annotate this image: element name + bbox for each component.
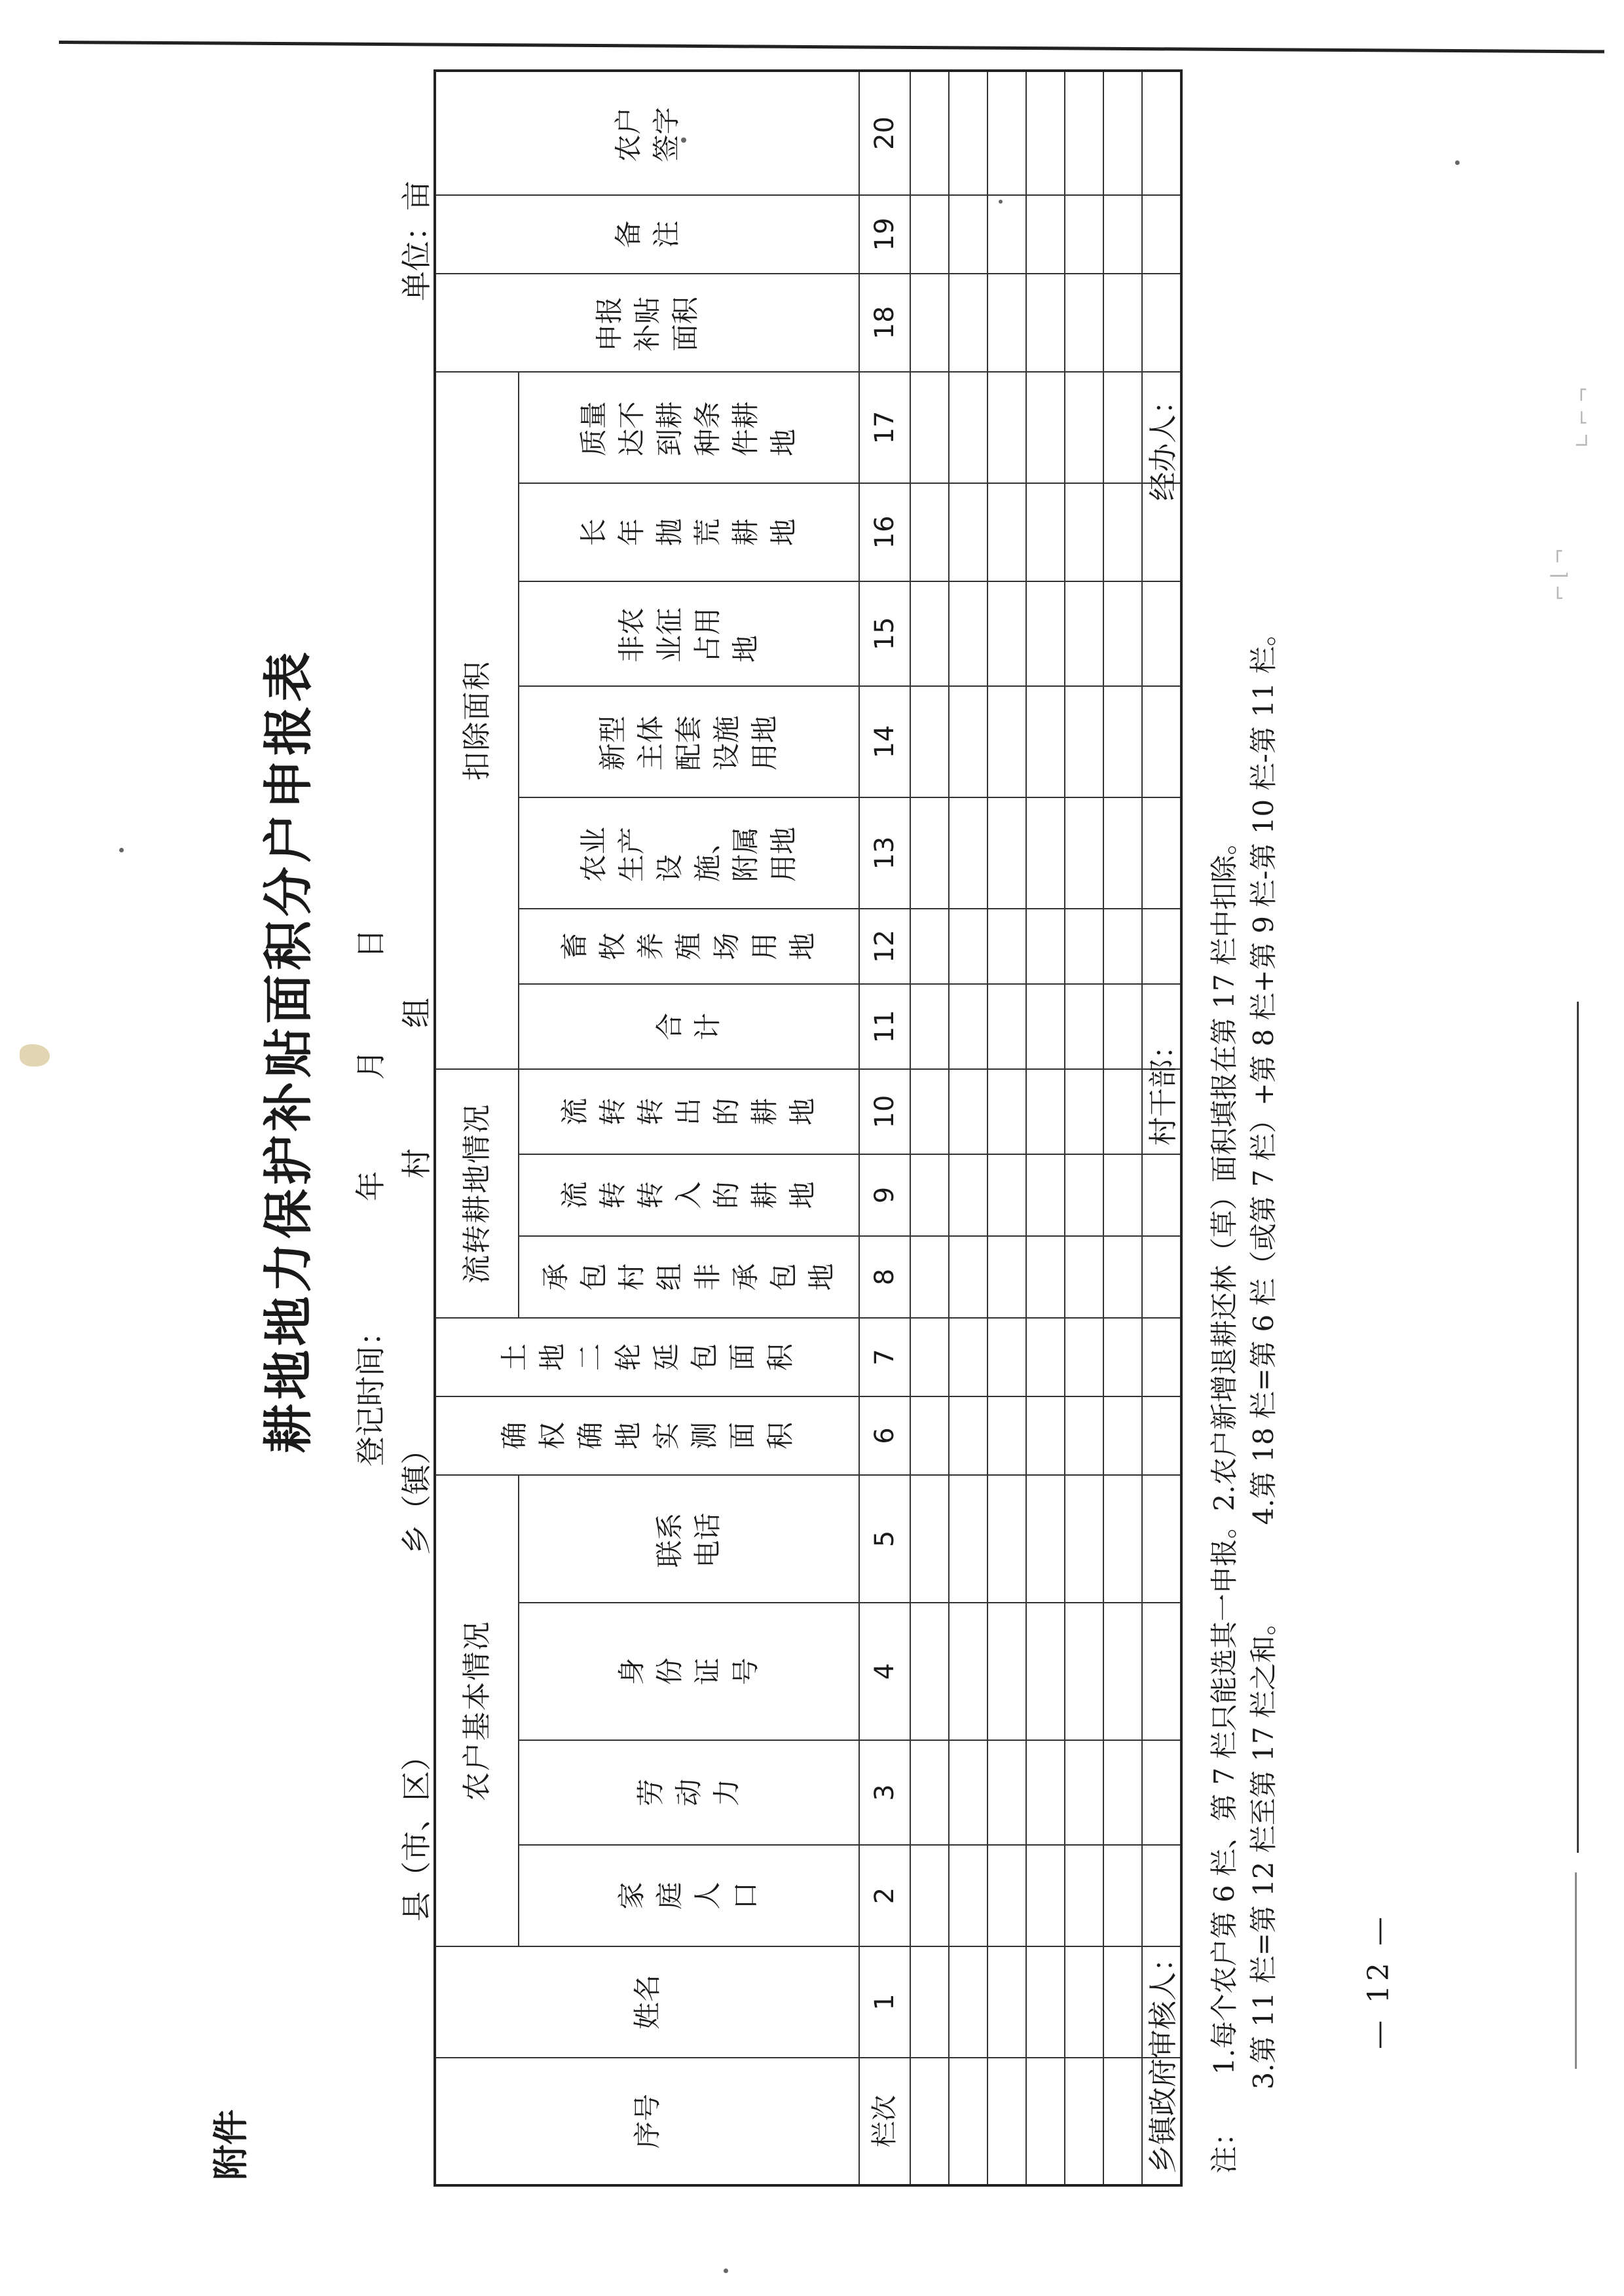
blank-entry-cell[interactable] — [1026, 1069, 1065, 1154]
blank-entry-cell[interactable] — [1065, 372, 1103, 483]
blank-entry-cell[interactable] — [1065, 1740, 1103, 1845]
col-header-abandoned: 长年抛荒耕地 — [519, 483, 859, 581]
blank-entry-cell[interactable] — [949, 1475, 987, 1603]
column-number-cell: 18 — [859, 274, 910, 372]
rotated-form-sheet — [151, 107, 1578, 2187]
blank-entry-cell[interactable] — [1026, 1154, 1065, 1236]
blank-entry-cell[interactable] — [987, 1603, 1026, 1740]
blank-entry-cell[interactable] — [949, 2058, 987, 2185]
blank-entry-cell[interactable] — [1065, 1946, 1103, 2058]
table-row — [1103, 71, 1142, 2185]
column-number-cell: 16 — [859, 483, 910, 581]
blank-entry-cell[interactable] — [987, 1845, 1026, 1946]
registration-time — [347, 928, 390, 1467]
blank-entry-cell[interactable] — [910, 1603, 949, 1740]
blank-entry-cell[interactable] — [910, 274, 949, 372]
scan-speck — [724, 2269, 728, 2273]
column-number-cell: 19 — [859, 195, 910, 274]
blank-entry-cell[interactable] — [1065, 1318, 1103, 1396]
blank-entry-cell[interactable] — [910, 797, 949, 909]
blank-entry-cell[interactable] — [910, 1946, 949, 2058]
blank-entry-cell[interactable] — [1103, 1603, 1142, 1740]
column-number-cell: 13 — [859, 797, 910, 909]
blank-entry-cell[interactable] — [1065, 1475, 1103, 1603]
column-number-cell: 10 — [859, 1069, 910, 1154]
village-cadre-label: 村干部： — [1147, 1030, 1180, 1146]
blank-entry-cell[interactable] — [1103, 1154, 1142, 1236]
village-label: 村 — [399, 1148, 434, 1178]
blank-entry-cell[interactable] — [1065, 797, 1103, 909]
col-header-remark: 备注 — [435, 195, 859, 274]
col-header-seq: 序号 — [435, 2058, 859, 2185]
page-number: — 12 — — [1362, 1913, 1395, 2049]
blank-entry-cell[interactable] — [949, 1154, 987, 1236]
blank-entry-cell[interactable] — [1065, 686, 1103, 797]
blank-entry-cell[interactable] — [987, 1946, 1026, 2058]
blank-entry-cell[interactable] — [910, 2058, 949, 2185]
column-number-cell: 5 — [859, 1475, 910, 1603]
blank-entry-cell[interactable] — [987, 581, 1026, 686]
blank-entry-cell[interactable] — [1026, 1845, 1065, 1946]
blank-entry-cell[interactable] — [949, 1603, 987, 1740]
blank-entry-cell[interactable] — [1142, 1396, 1181, 1475]
col-header-apply-area: 申报补贴面积 — [435, 274, 859, 372]
blank-entry-cell[interactable] — [949, 797, 987, 909]
column-number-cell: 9 — [859, 1154, 910, 1236]
row-label: 栏次 — [859, 2058, 910, 2185]
blank-entry-cell[interactable] — [1026, 483, 1065, 581]
blank-entry-cell[interactable] — [910, 1475, 949, 1603]
col-header-quality: 质量达不到耕种条件耕地 — [519, 372, 859, 483]
blank-entry-cell[interactable] — [1065, 274, 1103, 372]
blank-entry-cell[interactable] — [1142, 1475, 1181, 1603]
blank-entry-cell[interactable] — [987, 1069, 1026, 1154]
blank-entry-cell[interactable] — [949, 581, 987, 686]
blank-entry-cell[interactable] — [910, 909, 949, 984]
blank-entry-cell[interactable] — [1026, 686, 1065, 797]
blank-entry-cell[interactable] — [910, 1154, 949, 1236]
blank-entry-cell[interactable] — [910, 71, 949, 195]
blank-entry-cell[interactable] — [1103, 2058, 1142, 2185]
notes-line-1 — [1205, 619, 1244, 2174]
blank-entry-cell[interactable] — [1142, 909, 1181, 984]
blank-entry-cell[interactable] — [987, 797, 1026, 909]
blank-entry-cell[interactable] — [1065, 581, 1103, 686]
blank-entry-cell[interactable] — [949, 1069, 987, 1154]
blank-entry-cell[interactable] — [1103, 1845, 1142, 1946]
column-number-cell: 6 — [859, 1396, 910, 1475]
column-number-cell: 15 — [859, 581, 910, 686]
blank-entry-cell[interactable] — [987, 1396, 1026, 1475]
blank-entry-cell[interactable] — [1026, 71, 1065, 195]
blank-entry-cell[interactable] — [1142, 581, 1181, 686]
blank-entry-cell[interactable] — [949, 372, 987, 483]
blank-entry-cell[interactable] — [910, 195, 949, 274]
blank-entry-cell[interactable] — [949, 984, 987, 1069]
blank-entry-cell[interactable] — [987, 984, 1026, 1069]
blank-entry-cell[interactable] — [910, 1318, 949, 1396]
notes-label: 注： — [1208, 2118, 1240, 2174]
col-header-family: 家庭人口 — [519, 1845, 859, 1946]
blank-entry-cell[interactable] — [1103, 984, 1142, 1069]
notes-text-1: 1.每个农户第 6 栏、第 7 栏只能选其一申报。2.农户新增退耕还林（草）面积填报在第 17 栏中扣除。 — [1208, 828, 1240, 2075]
blank-entry-cell[interactable] — [1103, 372, 1142, 483]
column-number-cell: 8 — [859, 1236, 910, 1318]
blank-entry-cell[interactable] — [910, 686, 949, 797]
subsidy-application-table — [434, 69, 1183, 2187]
blank-entry-cell[interactable] — [1065, 195, 1103, 274]
blank-entry-cell[interactable] — [949, 1318, 987, 1396]
blank-entry-cell[interactable] — [910, 1236, 949, 1318]
col-header-transfer-out: 流转转出的耕地 — [519, 1069, 859, 1154]
blank-entry-cell[interactable] — [1103, 909, 1142, 984]
blank-entry-cell[interactable] — [1026, 274, 1065, 372]
blank-entry-cell[interactable] — [987, 372, 1026, 483]
blank-entry-cell[interactable] — [1065, 1154, 1103, 1236]
blank-entry-cell[interactable] — [987, 195, 1026, 274]
blank-entry-cell[interactable] — [987, 1236, 1026, 1318]
township-label: 乡（镇） — [399, 1434, 434, 1555]
blank-entry-cell[interactable] — [910, 1396, 949, 1475]
blank-entry-cell[interactable] — [1142, 1845, 1181, 1946]
blank-entry-cell[interactable] — [1103, 797, 1142, 909]
col-header-confirmed-area: 确权确地实测面积 — [435, 1396, 859, 1475]
reg-year-label: 年 — [353, 1171, 388, 1201]
col-header-livestock: 畜牧养殖场用地 — [519, 909, 859, 984]
blank-entry-cell[interactable] — [1026, 195, 1065, 274]
handler-label: 经办人： — [1147, 386, 1180, 501]
county-label: 县（市、区） — [399, 1741, 434, 1922]
blank-entry-cell[interactable] — [949, 1236, 987, 1318]
blank-entry-cell[interactable] — [1142, 1236, 1181, 1318]
blank-entry-cell[interactable] — [949, 483, 987, 581]
blank-entry-cell[interactable] — [1065, 71, 1103, 195]
group-header-basic: 农户基本情况 — [435, 1475, 519, 1946]
col-header-land-extension-area: 土地二轮延包面积 — [435, 1318, 859, 1396]
blank-entry-cell[interactable] — [949, 1946, 987, 2058]
group-header-deduct: 扣除面积 — [435, 372, 519, 1069]
scan-speck — [119, 848, 124, 852]
blank-entry-cell[interactable] — [949, 71, 987, 195]
blank-entry-cell[interactable] — [1103, 195, 1142, 274]
column-number-cell: 1 — [859, 1946, 910, 2058]
table-row — [987, 71, 1026, 2185]
blank-entry-cell[interactable] — [1026, 1396, 1065, 1475]
column-number-cell: 20 — [859, 71, 910, 195]
blank-entry-cell[interactable] — [1065, 984, 1103, 1069]
blank-entry-cell[interactable] — [987, 909, 1026, 984]
blank-entry-cell[interactable] — [1026, 1475, 1065, 1603]
blank-entry-cell[interactable] — [1026, 1236, 1065, 1318]
reg-month-label: 月 — [353, 1049, 388, 1080]
blank-entry-cell[interactable] — [1142, 797, 1181, 909]
blank-entry-cell[interactable] — [1026, 797, 1065, 909]
blank-entry-cell[interactable] — [1103, 1318, 1142, 1396]
blank-entry-cell[interactable] — [1026, 372, 1065, 483]
blank-entry-cell[interactable] — [1026, 1603, 1065, 1740]
blank-entry-cell[interactable] — [1142, 1318, 1181, 1396]
col-header-nonagri: 非农业征占用地 — [519, 581, 859, 686]
unit-label: 单位：亩 — [399, 181, 434, 301]
page-title: 耕地地力保护补贴面积分户申报表 — [259, 648, 318, 1453]
blank-entry-cell[interactable] — [1103, 1946, 1142, 2058]
faint-bleedthrough-mark: ⌐ ⌊ ¬ — [1547, 547, 1571, 602]
blank-entry-cell[interactable] — [987, 274, 1026, 372]
notes-text-2b: 4.第 18 栏=第 6 栏（或第 7 栏）+第 8 栏+第 9 栏-第 10 栏-第 11 栏。 — [1247, 619, 1280, 1525]
blank-entry-cell[interactable] — [1026, 1740, 1065, 1845]
col-header-id: 身份证号 — [519, 1603, 859, 1740]
blank-entry-cell[interactable] — [1065, 1069, 1103, 1154]
blank-entry-cell[interactable] — [1026, 1318, 1065, 1396]
column-number-cell: 12 — [859, 909, 910, 984]
column-number-cell: 14 — [859, 686, 910, 797]
blank-entry-cell[interactable] — [1065, 1603, 1103, 1740]
blank-entry-cell[interactable] — [1142, 71, 1181, 195]
blank-entry-cell[interactable] — [910, 984, 949, 1069]
table-row — [1065, 71, 1103, 2185]
blank-entry-cell[interactable] — [987, 71, 1026, 195]
blank-entry-cell[interactable] — [910, 1069, 949, 1154]
attachment-label: 附件 — [210, 2109, 251, 2180]
blank-entry-cell[interactable] — [1026, 1946, 1065, 2058]
column-number-cell: 17 — [859, 372, 910, 483]
blank-entry-cell[interactable] — [1026, 984, 1065, 1069]
blank-entry-cell[interactable] — [910, 581, 949, 686]
blank-entry-cell[interactable] — [987, 1318, 1026, 1396]
column-number-cell: 11 — [859, 984, 910, 1069]
col-header-labor: 劳动力 — [519, 1740, 859, 1845]
paper-stain — [20, 1044, 50, 1066]
col-header-agri-facility: 农业生产设施、附属用地 — [519, 797, 859, 909]
col-header-signature: 农户签字 — [435, 71, 859, 195]
blank-entry-cell[interactable] — [949, 1740, 987, 1845]
table-row — [1026, 71, 1065, 2185]
column-number-cell: 3 — [859, 1740, 910, 1845]
township-reviewer-label: 乡镇政府审核人： — [1147, 1943, 1180, 2174]
blank-entry-cell[interactable] — [987, 686, 1026, 797]
blank-entry-cell[interactable] — [1103, 1396, 1142, 1475]
table-row — [910, 71, 949, 2185]
blank-entry-cell[interactable] — [1142, 274, 1181, 372]
blank-entry-cell[interactable] — [949, 686, 987, 797]
col-header-new-entity: 新型主体配套设施用地 — [519, 686, 859, 797]
blank-entry-cell[interactable] — [1103, 1475, 1142, 1603]
blank-entry-cell[interactable] — [1026, 581, 1065, 686]
col-header-name: 姓名 — [435, 1946, 859, 2058]
blank-entry-cell[interactable] — [1103, 483, 1142, 581]
col-header-total: 合计 — [519, 984, 859, 1069]
blank-entry-cell[interactable] — [1065, 1396, 1103, 1475]
blank-entry-cell[interactable] — [1142, 195, 1181, 274]
blank-entry-cell[interactable] — [987, 483, 1026, 581]
blank-entry-cell[interactable] — [1103, 581, 1142, 686]
blank-entry-cell[interactable] — [949, 1845, 987, 1946]
blank-entry-cell[interactable] — [987, 1475, 1026, 1603]
blank-entry-cell[interactable] — [1026, 909, 1065, 984]
group-label: 组 — [399, 998, 434, 1028]
reg-time-label: 登记时间： — [353, 1316, 388, 1467]
blank-entry-cell[interactable] — [949, 195, 987, 274]
blank-entry-cell[interactable] — [1103, 1069, 1142, 1154]
blank-entry-cell[interactable] — [1142, 686, 1181, 797]
blank-entry-cell[interactable] — [910, 483, 949, 581]
blank-entry-cell[interactable] — [949, 909, 987, 984]
col-header-transfer-in: 流转转入的耕地 — [519, 1154, 859, 1236]
blank-entry-cell[interactable] — [1065, 909, 1103, 984]
blank-entry-cell[interactable] — [1065, 1236, 1103, 1318]
blank-entry-cell[interactable] — [1065, 1845, 1103, 1946]
col-header-contract: 承包村组非承包地 — [519, 1236, 859, 1318]
blank-entry-cell[interactable] — [1103, 1236, 1142, 1318]
blank-entry-cell[interactable] — [987, 2058, 1026, 2185]
notes-block — [1205, 619, 1283, 2174]
reg-day-label: 日 — [353, 928, 388, 959]
notes-line-2 — [1244, 619, 1283, 2174]
blank-entry-cell[interactable] — [1103, 71, 1142, 195]
blank-entry-cell[interactable] — [949, 1396, 987, 1475]
blank-entry-cell[interactable] — [1142, 1740, 1181, 1845]
blank-entry-cell[interactable] — [987, 1154, 1026, 1236]
blank-entry-cell[interactable] — [1142, 1603, 1181, 1740]
group-header-transfer: 流转耕地情况 — [435, 1069, 519, 1318]
blank-entry-cell[interactable] — [1065, 2058, 1103, 2185]
blank-entry-cell[interactable] — [910, 1740, 949, 1845]
column-number-cell: 7 — [859, 1318, 910, 1396]
faint-bleedthrough-mark: ∟ ⌐ ¬ — [1571, 386, 1595, 448]
blank-entry-cell[interactable] — [1103, 1740, 1142, 1845]
blank-entry-cell[interactable] — [1026, 2058, 1065, 2185]
blank-entry-cell[interactable] — [987, 1740, 1026, 1845]
top-scan-rule — [59, 41, 1604, 53]
blank-entry-cell[interactable] — [910, 372, 949, 483]
table-row — [949, 71, 987, 2185]
column-number-cell: 2 — [859, 1845, 910, 1946]
column-number-cell: 4 — [859, 1603, 910, 1740]
blank-entry-cell[interactable] — [1142, 1154, 1181, 1236]
col-header-phone: 联系电话 — [519, 1475, 859, 1603]
notes-text-2a: 3.第 11 栏=第 12 栏至第 17 栏之和。 — [1247, 1607, 1280, 2090]
blank-entry-cell[interactable] — [910, 1845, 949, 1946]
blank-entry-cell[interactable] — [949, 274, 987, 372]
blank-entry-cell[interactable] — [1103, 686, 1142, 797]
blank-entry-cell[interactable] — [1103, 274, 1142, 372]
blank-entry-cell[interactable] — [1065, 483, 1103, 581]
